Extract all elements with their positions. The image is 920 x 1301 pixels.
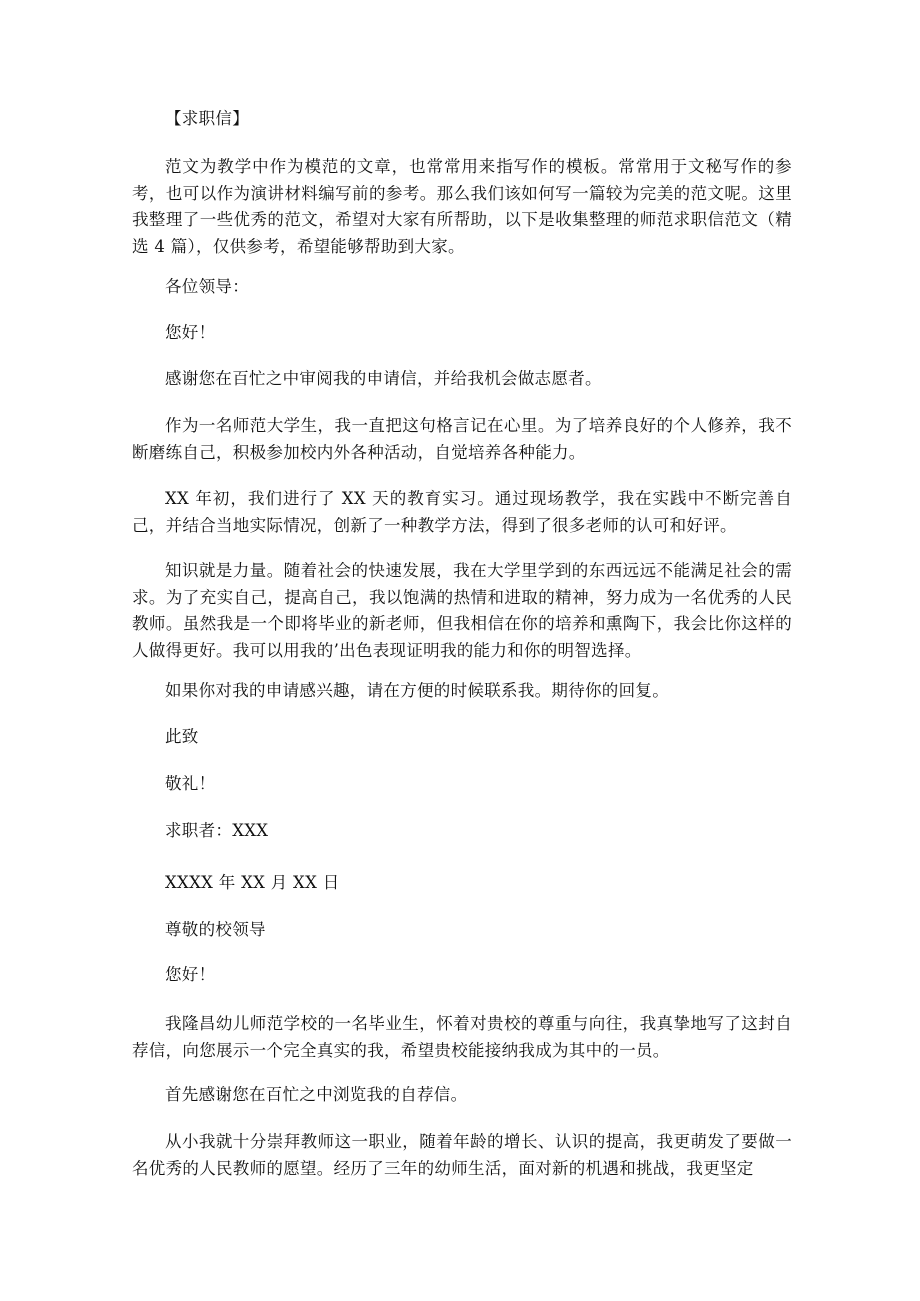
paragraph-student: 作为一名师范大学生，我一直把这句格言记在心里。为了培养良好的个人修养，我不断磨练自己，积极参加校内外各种活动，自觉培养各种能力。 <box>132 416 792 462</box>
paragraph-regards: 敬礼！ <box>165 774 216 793</box>
paragraph-closing: 此致 <box>165 727 199 746</box>
paragraph-salutation-2: 尊敬的校领导 <box>165 920 266 939</box>
document-title: 【求职信】 <box>165 109 249 128</box>
paragraph-contact: 如果你对我的申请感兴趣，请在方便的时候联系我。期待你的回复。 <box>165 681 669 700</box>
paragraph-greeting-2: 您好！ <box>165 965 216 984</box>
paragraph-aspiration: 从小我就十分崇拜教师这一职业，随着年龄的增长、认识的提高，我更萌发了要做一名优秀的人民教师的愿望。经历了三年的幼师生活，面对新的机遇和挑战，我更坚定 <box>132 1132 792 1178</box>
paragraph-thanks-2: 首先感谢您在百忙之中浏览我的自荐信。 <box>165 1085 468 1104</box>
paragraph-greeting: 您好！ <box>165 323 216 342</box>
paragraph-intro: 范文为教学中作为模范的文章，也常常用来指写作的模板。常常用于文秘写作的参考，也可以作为演讲材料编写前的参考。那么我们该如何写一篇较为完美的范文呢。这里我整理了一些优秀的范文，希望对大家有所帮助，以下是收集整理的师范求职信范文（精选 4 篇），仅供参考，希望能够帮助到大家。 <box>132 157 792 256</box>
paragraph-date: XXXX 年 XX 月 XX 日 <box>165 873 340 892</box>
paragraph-knowledge: 知识就是力量。随着社会的快速发展，我在大学里学到的东西远远不能满足社会的需求。为了充实自己，提高自己，我以饱满的热情和进取的精神，努力成为一名优秀的人民教师。虽然我是一个即将毕业的新老师，但我相信在你的培养和熏陶下，我会比你这样的人做得更好。我可以用我的’出色表现证明我的能力和你的明智选择。 <box>132 561 792 660</box>
paragraph-salutation: 各位领导： <box>165 277 249 296</box>
paragraph-internship: XX 年初，我们进行了 XX 天的教育实习。通过现场教学，我在实践中不断完善自己，并结合当地实际情况，创新了一种教学方法，得到了很多老师的认可和好评。 <box>132 489 792 535</box>
paragraph-signature: 求职者：XXX <box>165 821 269 840</box>
paragraph-thanks: 感谢您在百忙之中审阅我的申请信，并给我机会做志愿者。 <box>165 369 602 388</box>
paragraph-graduate: 我隆昌幼儿师范学校的一名毕业生，怀着对贵校的尊重与向往，我真挚地写了这封自荐信，向您展示一个完全真实的我，希望贵校能接纳我成为其中的一员。 <box>132 1014 792 1060</box>
